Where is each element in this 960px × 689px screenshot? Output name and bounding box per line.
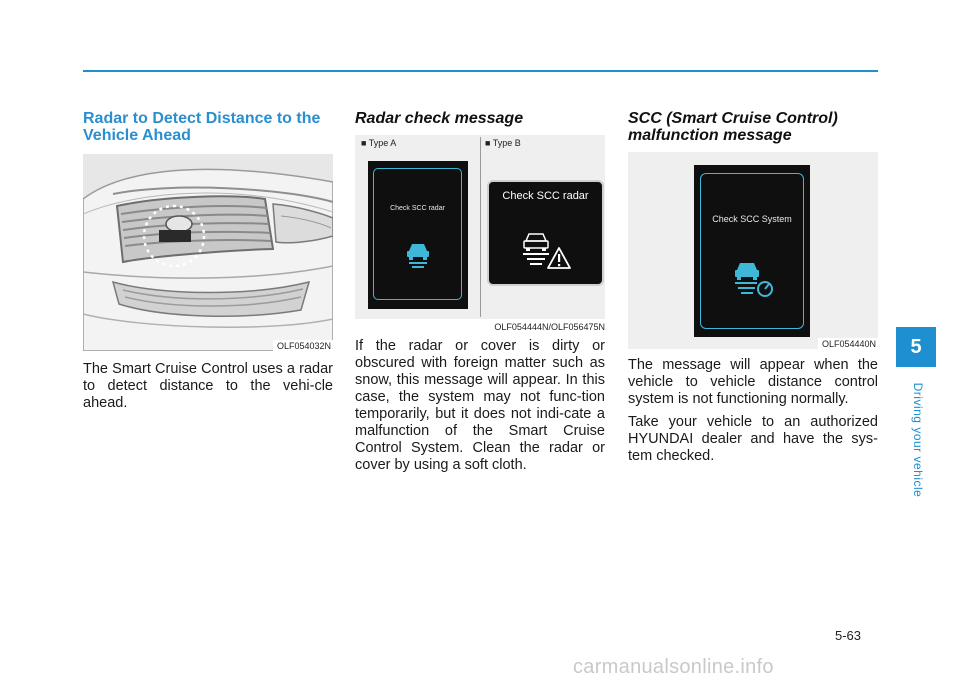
paragraph-radar-check: If the radar or cover is dirty or obscured with foreign matter such as snow, this message will appear. In this case, the system may not func-tion temporarily, but it does not indi-cate a malfunction of the Smart Cruise Control System. Clean the radar or cover by using a soft cloth. <box>355 338 605 473</box>
column-scc-malfunction <box>628 110 878 465</box>
figure-scc-malfunction <box>628 152 878 349</box>
section-title-scc-malfunction: SCC (Smart Cruise Control) malfunction message <box>628 110 838 144</box>
chapter-title-vertical <box>903 375 933 505</box>
figure-car-front <box>83 154 333 351</box>
figure-code-col2: OLF054444N/OLF056475N <box>494 322 605 332</box>
display-b-text: Check SCC radar <box>502 190 589 202</box>
top-rule <box>83 70 878 72</box>
figure-code-col3: OLF054440N <box>818 338 878 349</box>
scc-malfunction-icon <box>731 259 775 297</box>
display-a-text: Check SCC radar <box>390 205 445 212</box>
paragraph-scc-malfunction-1: The message will appear when the vehicle to vehicle distance control system is not functioning normally. <box>628 357 878 407</box>
display-type-a <box>368 161 468 309</box>
figure-radar-check <box>355 135 605 319</box>
section-title-radar-check: Radar check message <box>355 110 524 127</box>
column-radar-check <box>355 110 605 474</box>
chapter-title: Driving your vehicle <box>911 382 925 498</box>
section-title-radar-detect: Radar to Detect Distance to the Vehicle Ahead <box>83 110 321 144</box>
display-type-b <box>487 180 604 286</box>
radar-car-icon <box>403 239 433 269</box>
column-radar-detect <box>83 110 333 412</box>
display-scc-system <box>694 165 810 337</box>
figure-divider <box>480 137 481 317</box>
type-b-label: ■ Type B <box>485 138 521 148</box>
type-a-label: ■ Type A <box>361 138 397 148</box>
figure-code-col1: OLF054032N <box>273 340 333 351</box>
page-number: 5-63 <box>835 628 862 643</box>
display-scc-text: Check SCC System <box>712 214 792 224</box>
paragraph-scc-malfunction-2: Take your vehicle to an authorized HYUNDAI dealer and have the sys-tem checked. <box>628 414 878 464</box>
watermark: carmanualsonline.info <box>573 656 774 678</box>
car-front-illustration <box>83 154 333 351</box>
chapter-number-tab: 5 <box>896 327 936 367</box>
paragraph-radar-detect: The Smart Cruise Control uses a radar to detect distance to the vehi-cle ahead. <box>83 361 333 411</box>
radar-warning-icon <box>519 230 571 274</box>
